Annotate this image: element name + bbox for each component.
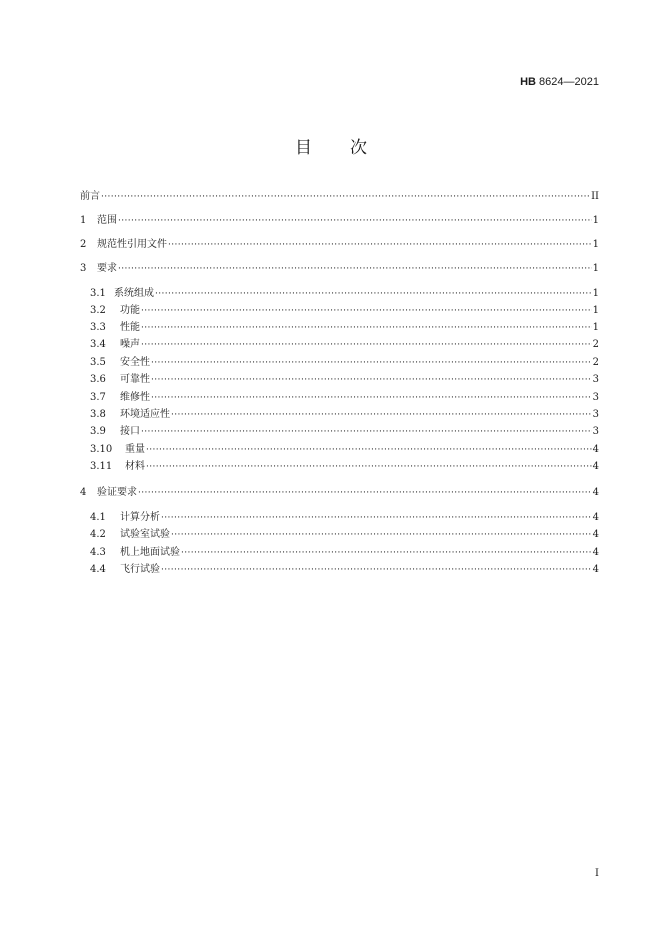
toc-entry-3[interactable]: 3 要求 ····· 1 (80, 262, 599, 276)
page-title: 目次 (295, 138, 405, 158)
toc-entry-3-3[interactable]: 3.3 性能 ····· 1 (90, 321, 599, 335)
toc-entry-4-2[interactable]: 4.2 试验室试验 ····· 4 (90, 528, 599, 542)
toc-entry-3-8[interactable]: 3.8 环境适应性 ····· 3 (90, 408, 599, 422)
toc-entry-3-11[interactable]: 3.11 材料 ····· 4 (90, 460, 599, 474)
standard-code (520, 76, 599, 88)
standard-prefix: HB (520, 76, 536, 88)
toc-entry-4-1[interactable]: 4.1 计算分析 ····· 4 (90, 511, 599, 525)
toc-entry-3-5[interactable]: 3.5 安全性 ····· 2 (90, 356, 599, 370)
toc-entry-3-1[interactable]: 3.1 系统组成 ····· 1 (90, 287, 599, 301)
toc-entry-3-4[interactable]: 3.4 噪声 ····· 2 (90, 338, 599, 352)
toc-entry-3-9[interactable]: 3.9 接口 ····· 3 (90, 425, 599, 439)
toc-entry-4[interactable]: 4 验证要求 ····· 4 (80, 486, 599, 500)
toc-entry-3-10[interactable]: 3.10 重量 ····· 4 (90, 443, 599, 457)
toc-entry-3-6[interactable]: 3.6 可靠性 ····· 3 (90, 373, 599, 387)
page-number: I (595, 868, 599, 879)
toc-entry-2[interactable]: 2 规范性引用文件 ····· 1 (80, 238, 599, 252)
toc-entry-foreword[interactable]: 前言 ····· II (80, 190, 599, 204)
toc-entry-1[interactable]: 1 范围 ····· 1 (80, 214, 599, 228)
toc-entry-3-7[interactable]: 3.7 维修性 ····· 3 (90, 391, 599, 405)
toc-entry-4-4[interactable]: 4.4 飞行试验 ····· 4 (90, 563, 599, 577)
standard-number: 8624—2021 (536, 76, 599, 88)
toc-entry-4-3[interactable]: 4.3 机上地面试验 ····· 4 (90, 546, 599, 560)
toc-entry-3-2[interactable]: 3.2 功能 ····· 1 (90, 304, 599, 318)
